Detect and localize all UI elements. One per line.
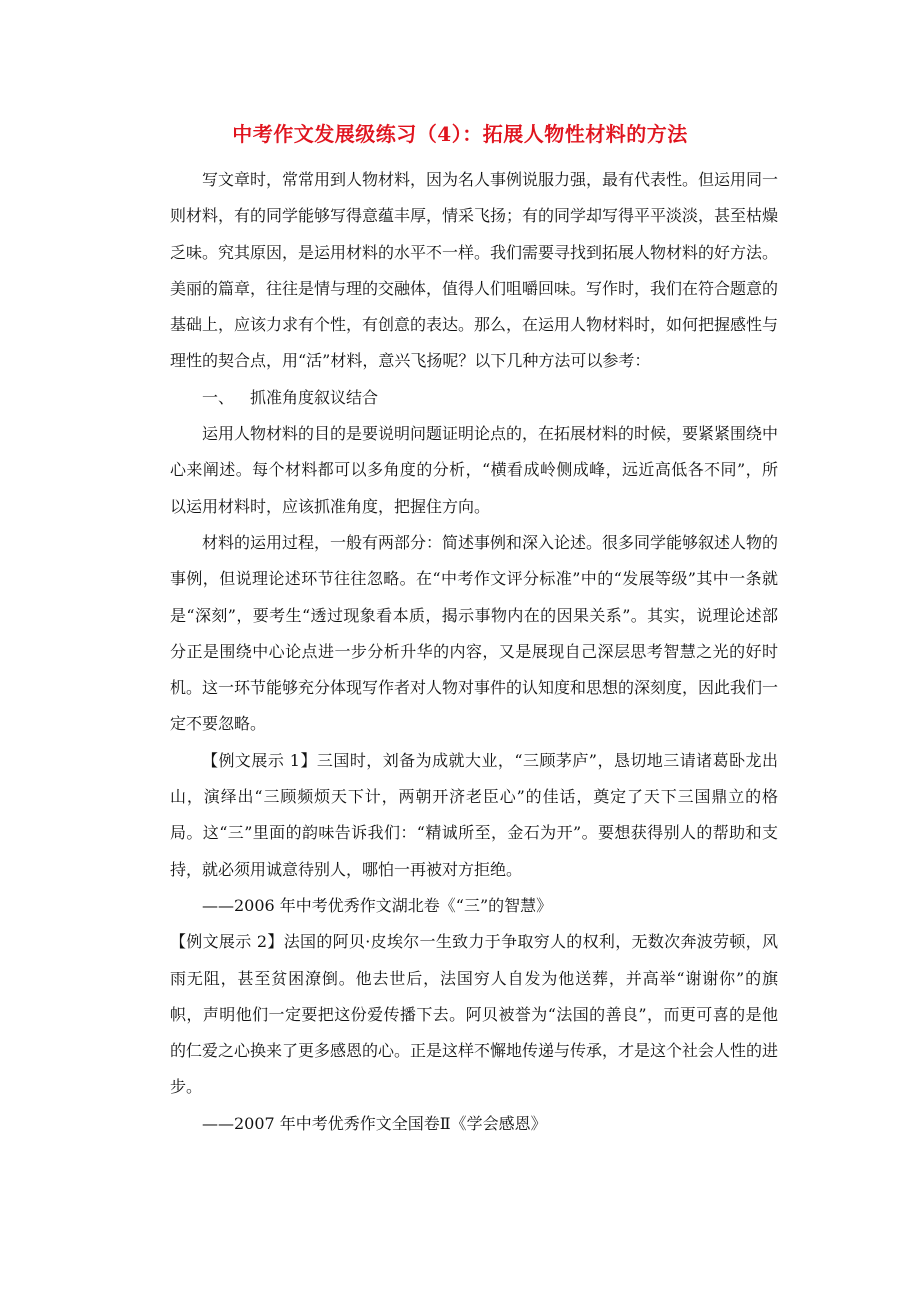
example-2-text: 法国的阿贝·皮埃尔一生致力于争取穷人的权利，无数次奔波劳顿，风雨无阻，甚至贫困潦倒。他去世后，法国穷人自发为他送葬，并高举“谢谢你”的旗帜，声明他们一定要把这份爱传播下去。阿贝被誉为“法国的善良”，而更可喜的是他的仁爱之心换来了更多感恩的心。正是这样不懈地传递与传承，才是这个社会人性的进步。 (170, 932, 779, 1097)
example-1-source: ——2006 年中考优秀作文湖北卷《“三”的智慧》 (202, 895, 553, 915)
example-2-label: 【例文展示 2】 (170, 932, 284, 952)
example-2 (170, 924, 778, 1105)
section-paragraph-1: 运用人物材料的目的是要说明问题证明论点的，在拓展材料的时候，要紧紧围绕中心来阐述。每个材料都可以多角度的分析，“横看成岭侧成峰，远近高低各不同”，所以运用材料时，应该抓准角度，把握住方向。 (170, 424, 779, 516)
intro-paragraph: 写文章时，常常用到人物材料，因为名人事例说服力强，最有代表性。但运用同一则材料，有的同学能够写得意蕴丰厚，情采飞扬；有的同学却写得平平淡淡，甚至枯燥乏味。究其原因，是运用材料的水平不一样。我们需要寻找到拓展人物材料的好方法。美丽的篇章，往往是情与理的交融体，值得人们咀嚼回味。写作时，我们在符合题意的基础上，应该力求有个性，有创意的表达。那么，在运用人物材料时，如何把握感性与理性的契合点，用“活”材料，意兴飞扬呢？以下几种方法可以参考： (170, 170, 779, 371)
document-body (170, 162, 778, 1142)
example-1 (170, 743, 778, 888)
section-heading-text: 抓准角度叙议结合 (250, 387, 379, 407)
document-title: 中考作文发展级练习（4）：拓展人物性材料的方法 (232, 122, 688, 146)
example-2-source: ——2007 年中考优秀作文全国卷Ⅱ《学会感恩》 (202, 1113, 547, 1133)
example-1-label: 【例文展示 1】 (202, 750, 317, 770)
section-paragraph-2: 材料的运用过程，一般有两部分：简述事例和深入论述。很多同学能够叙述人物的事例，但说理论述环节往往忽略。在“中考作文评分标准”中的“发展等级”其中一条就是“深刻”，要考生“透过现象看本质，揭示事物内在的因果关系”。其实，说理论述部分正是围绕中心论点进一步分析升华的内容，又是展现自己深层思考智慧之光的好时机。这一环节能够充分体现写作者对人物对事件的认知度和思想的深刻度，因此我们一定不要忽略。 (170, 532, 779, 734)
example-1-text: 三国时，刘备为成就大业，“三顾茅庐”，恳切地三请诸葛卧龙出山，演绎出“三顾频烦天下计，两朝开济老臣心”的佳话，奠定了天下三国鼎立的格局。这“三”里面的韵味告诉我们：“精诚所至，金石为开”。要想获得别人的帮助和支持，就必须用诚意待别人，哪怕一再被对方拒绝。 (170, 750, 778, 879)
section-number: 一、 (202, 387, 235, 407)
section-heading (170, 380, 778, 416)
